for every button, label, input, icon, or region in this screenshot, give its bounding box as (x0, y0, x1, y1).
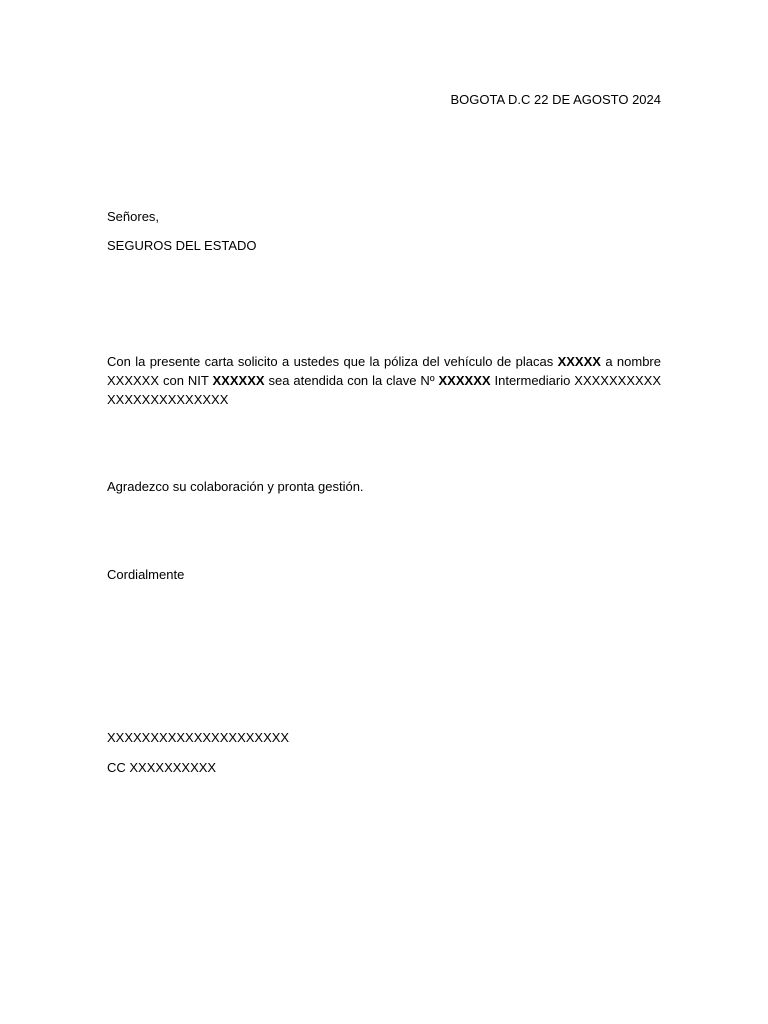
closing: Cordialmente (107, 567, 185, 582)
signature-id: CC XXXXXXXXXX (107, 760, 217, 775)
letter-body (107, 352, 661, 409)
thanks-line: Agradezco su colaboración y pronta gestión. (107, 479, 364, 494)
plate-number: XXXXX (557, 354, 601, 369)
body-text-3: sea atendida con la clave Nº (264, 373, 439, 388)
salutation: Señores, (107, 209, 160, 224)
body-text-1: Con la presente carta solicito a ustedes que la póliza del vehículo de placas (107, 354, 558, 369)
signature-name: XXXXXXXXXXXXXXXXXXXXX (107, 730, 290, 745)
date-line: BOGOTA D.C 22 DE AGOSTO 2024 (450, 92, 661, 107)
key-number: XXXXXX (438, 373, 491, 388)
body-text-4: Intermediario XXXXXXXXXXXXXXXXXXXXXXXX (107, 373, 661, 407)
recipient: SEGUROS DEL ESTADO (107, 238, 257, 253)
nit-number: XXXXXX (212, 373, 265, 388)
body-text-2: a nombre XXXXXX con NIT (107, 354, 661, 388)
